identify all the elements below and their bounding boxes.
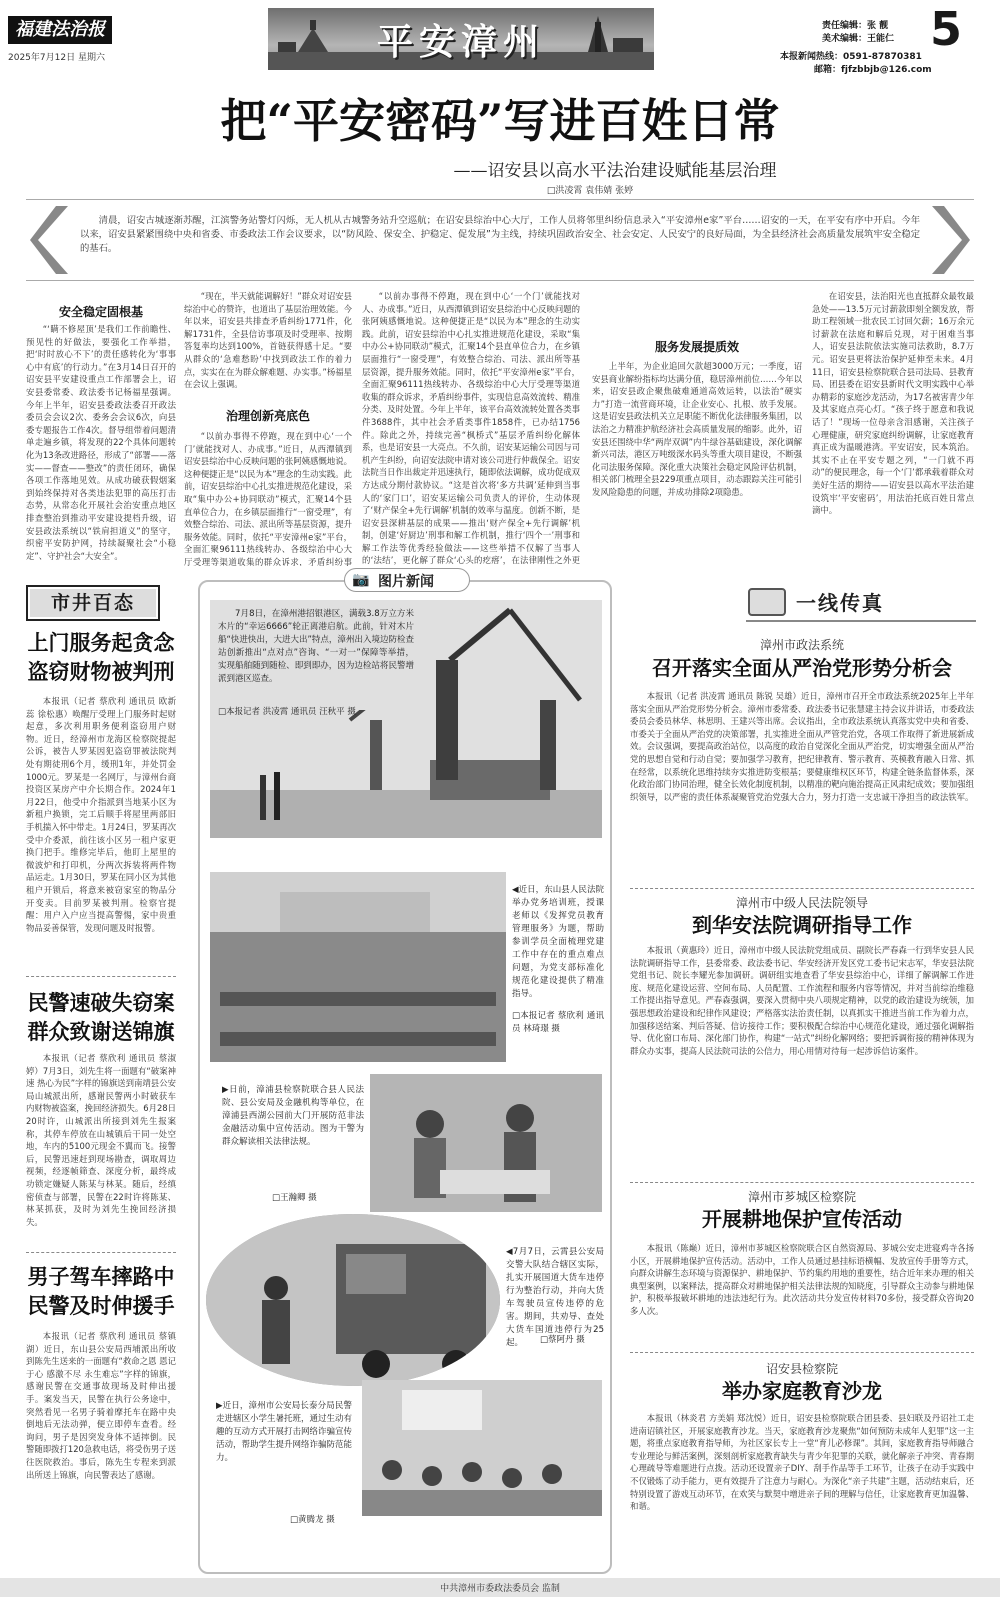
photo5-caption: ▶近日，漳州市公安局长泰分局民警走进辖区小学生暑托班，通过生动有趣的互动方式开展打击网络诈骗宣传活动，帮助学生提升网络诈骗防范能力。 xyxy=(216,1401,353,1463)
truck-illustration xyxy=(206,1214,500,1386)
photo2-byline: □本报记者 蔡欣利 通讯员 林琦璟 摄 xyxy=(512,1011,604,1034)
section-title-3: 服务发展提质效 xyxy=(654,340,739,354)
r-story1-kicker: 漳州市政法系统 xyxy=(759,638,844,652)
section-banner xyxy=(268,8,654,70)
photo-news-title: 图片新闻 xyxy=(378,574,434,590)
lead-col-1: “‘瞒不修屋顶’是我们工作前瞻性、预见性的好做法，要强化工作举措，把‘时时放心不下’的责任感转化为‘事事心中有底’的行动力。”在3月14日召开的诏安县平安建设重点工作部署会上，诏安县委常委、政法委书记杨福星强调。今年上半年，诏安县委政法委召开政法委员会会议2次、委务会会议6次，向县委专题报告工作4次。督导组带着问题清单走遍乡镇，将发现的22个具体问题转化为13条改进路径，形成了“部署——落实——督查——整改”的责任闭环，确保各项工作落地见效。从成功破获假烟案到始终保持对各类违法犯罪的高压打击态势，从常态化开展社会治安重点地区排查整治到推动平安建设提档升级，诏安县政法系统以“铁肩担道义”的坚守，织密平安防护网，持续凝聚社会“小稳定”、守护社会“大安全”。 xyxy=(26,324,176,561)
hotline: 本报新闻热线：0591-87870381 xyxy=(780,52,922,62)
chevron-left-icon xyxy=(28,204,72,276)
hall-illustration xyxy=(210,872,506,1062)
lead-headline: 把“平安密码”写进百姓日常 xyxy=(220,94,780,148)
email: 邮箱：fjfzbbjb@126.com xyxy=(814,65,932,75)
issue-date: 2025年7月12日 星期六 xyxy=(8,53,105,63)
intro-text: 清晨，诏安古城逐渐苏醒，江滨警务站警灯闪烁，无人机从古城警务站升空巡航；在诏安县综治中心大厅，工作人员将邻里纠纷信息录入“平安漳州e家”平台……诏安的一天，在平安有序中开启。今年以来，诏安县紧紧围绕中央和省委、市委政法工作会议要求，以“防风险、保安全、护稳定、促发展”为主线，持续巩固政治安全、社会安定、人民安宁的良好局面，为全县经济社会高质量发展筑牢安全稳定的基石。 xyxy=(80,215,920,254)
story2-headline: 民警速破失窃案 群众致谢送锦旗 xyxy=(27,990,175,1044)
r-story2-text: 本报讯（黄惠玲）近日，漳州市中级人民法院党组成员、副院长严春森一行到华安县人民法院调研指导工作，县委常委、政法委书记、华安经济开发区党工委书记宋志军，华安县法院党组书记、院长李耀光参加调研。调研组实地查看了华安县综治中心，详细了解调解工作进度、规范化建设运营、空间布局、人员配置、工作流程和服务内容等情况，并对当前综治维稳工作提出指导意见。严春森强调，要深入贯彻中央八项规定精神，以党的政治建设为统领，加强思想政治建设和纪律作风建设；严格落实法治责任制，以真抓实干推进当前工作为着力点，加强移送结案、判后答疑、信访接待工作；要积极配合综治中心规范化建设，通过强化调解指导、优化窗口布局、深化部门协作，构建“一站式”纠纷化解网络；要把诉调衔接的精神体现为群众办实事，提高人民法院司法的公信力，用心用情对待每一起涉诉信访案件。 xyxy=(630,945,974,1056)
photo3-caption: ▶日前，漳浦县检察院联合县人民法院、县公安局及金融机构等单位，在漳浦县西湖公园前大门开展防范非法金融活动集中宣传活动。图为干警为群众解读相关法律法规。 xyxy=(222,1085,364,1147)
fax-icon xyxy=(748,588,786,616)
art-editor-line: 美术编辑：王能仁 xyxy=(822,34,895,44)
photo4-caption: ◀7月7日，云霄县公安局交警大队结合辖区实际，扎实开展国道大货车违停行为整治行动，并向大货车驾驶员宣传违停的危害。期间，共劝导、查处大货车国道违停行为25起。 xyxy=(506,1247,604,1348)
story2-text: 本报讯（记者 蔡欣利 通讯员 蔡淑婷）7月3日，刘先生将一面题有“破案神速 热心为民”字样的锦旗送到南靖县公安局山城派出所，感谢民警两小时破获车内财物被盗案，挽回经济损失。6月28日20时许，山城派出所接到刘先生报案称，其停车停放在山城镇后干同一处空地，车内的5100元现金不翼而飞。接警后，民警迅速赶到现场勘查，调取周边视频，经逐帧筛查、深度分析，最终成功锁定嫌疑人陈某与林某。随后，经缜密侦查与部署，民警在22时许将陈某、林某抓获，及时为刘先生挽回经济损失。 xyxy=(26,1053,176,1227)
photo4-byline: □蔡阿丹 摄 xyxy=(540,1335,585,1345)
editor-line: 责任编辑：张 靓 xyxy=(822,21,889,31)
section-title-2: 治理创新亮底色 xyxy=(225,409,310,423)
right-label: 一线传真 xyxy=(796,591,884,615)
divider-left-1 xyxy=(26,976,176,977)
r-story4-text: 本报讯（林炎君 方美娟 郑沈悦）近日，诏安县检察院联合团县委、县妇联及丹诏社工走进南诏镇社区，开展家庭教育沙龙。当天，家庭教育沙龙聚焦“如何预防未成年人犯罪”这一主题，将重点家庭教育指导师，为社区家长专上一堂“育儿必修课”。其间，家庭教育指导师融合专业理论与鲜活案例，深刻剖析家庭教育缺失与青少年犯罪的关联，就化解亲子冲突、青春期心理疏导等难题进行点拨。活动还设置亲子DIY、刮手作品等手工环节，让孩子在动手实践中不仅锻炼了动手能力，更有效提升了注意力与耐心。为深化“亲子共建”主题，活动结束后，还特别设置了游戏互动环节，在欢笑与默契中增进亲子间的理解与信任，让家庭教育更加温馨、和谐。 xyxy=(630,1413,974,1512)
r-story4-headline: 举办家庭教育沙龙 xyxy=(722,1379,882,1403)
camera-icon: 📷 xyxy=(352,572,370,588)
paper-name: 福建法治报 xyxy=(8,16,112,44)
label-box-text: 市井百态 xyxy=(30,589,156,617)
story1-text: 本报讯（记者 蔡欣利 通讯员 欧新蕊 徐松惠）唤醒厅受理上门服务时起财起意，多次利用职务便利盗窃用户财物。近日，经漳州市龙海区检察院提起公诉，被告人罗某因犯盗窃罪被法院判处有期徒刑6个月，缓刑1年，并处罚金1000元。罗某是一名网厅，与漳州台商投资区某房产中介长期合作。2024年1月22日，他受中介指派到当地某小区为新租户换锁，完工后顺手将屋里两部旧手机揣入怀中带走。1月24日，罗某再次受中介委派，前往该小区另一租户家更换门把手。维修完毕后，他盯上屋里的微波炉和打印机，分两次拆装将两件物品运走。1月30日，罗某在同小区为其他租户开锁后，将意来被窃家室的物品分开变卖。目前罗某被判刑。检察官提醒：用户入户应当提高警惕，家中贵重物品妥善保管，发现问题及时报警。 xyxy=(26,696,176,933)
story3-headline: 男子驾车摔路中 民警及时伸援手 xyxy=(27,1264,175,1318)
divider-right-3 xyxy=(630,1352,974,1353)
photo3-byline: □王瀚卿 摄 xyxy=(272,1193,317,1203)
lead-subtitle: ——诏安县以高水平法治建设赋能基层治理 xyxy=(453,161,777,181)
section-title-1: 安全稳定固根基 xyxy=(58,305,143,319)
r-story3-text: 本报讯（陈巅）近日，漳州市芗城区检察院联合区自然资源局、芗城公安走进寝鸡寺各扬小区，开展耕地保护宣传活动。活动中，工作人员通过悬挂标语横幅、发放宣传手册等方式，向群众讲解生态环境与资源保护、耕地保护、节约集约用地的重要性，结合近年来办理的相关典型案例，以案释法，提高群众对耕地保护相关法律法规的知晓度，引导群众主动参与耕地保护，积极举报破坏耕地的违法违纪行为。此次活动共分发宣传材料70多份，接受群众咨询20多人次。 xyxy=(630,1243,974,1316)
r-story3-kicker: 漳州市芗城区检察院 xyxy=(747,1190,856,1204)
story3-text: 本报讯（记者 蔡欣利 通讯员 蔡镇湖）近日，东山县公安局西埔派出所收到陈先生送来的一面题有“救命之恩 恩记于心 感激不尽 永生难忘”字样的锦旗，感谢民警在交通事故现场及时伸出援手。案发当天，民警在执行公务途中，突然看见一名男子骑着摩托车在路中央倒地后无法动弹，便立即停车查看。经询问，男子是因突发身体不适摔倒。民警随即拨打120急救电话，将受伤男子送往医院救治。事后，陈先生专程来到派出所送上锦旗，向民警表达了感谢。 xyxy=(26,1331,176,1480)
photo5-byline: □黄腾龙 摄 xyxy=(290,1515,335,1525)
r-story2-kicker: 漳州市中级人民法院领导 xyxy=(735,896,868,910)
photo1-caption: 7月8日，在漳州港招银港区，满载3.8万立方米木片的“幸运6666”轮正离港启航。此前，针对木片船“快进快出，大进大出”特点，漳州出入境边防检查站创新推出“点对点”咨询、“一对一”保障等举措，实现船舶随到随检、即到即办，因为边检站将民警增派到港区巡查。 xyxy=(218,609,414,684)
lead-byline: □洪凌霄 袁伟婧 张婷 xyxy=(546,186,634,196)
r-story1-text: 本报讯（记者 洪凌霄 通讯员 陈锐 吴雄）近日，漳州市召开全市政法系统2025年上半年落实全面从严治党形势分析会。漳州市委常委、政法委书记张慧建主持会议并讲话，市委政法委员会委员林华、林思明、王建兴等出席。会议指出，全市政法系统认真落实党中央和省委、市委关于全面从严治党的决策部署，扎实推进全面从严管党治党，各项工作取得了新进展新成效。会议强调，要提高政治站位，以高度的政治自觉深化全面从严治党，切实增强全面从严治党的思想自觉和行动自觉；要加强学习教育，把纪律教育、警示教育、英模教育融入日常、抓在经常，以系统化思维持续夯实推进防变根基；要健康维权区环节，构建全链条监督体系，深化政治部门协同治理，健全长效化制度机制，以精准的靶向施治提高正风肃纪成效；要加强组织领导，以严密的责任体系凝聚管党治党强大合力，努力打造一支忠诚干净担当的政法铁军。 xyxy=(630,691,974,802)
right-label-rule xyxy=(746,620,976,622)
divider-right-2 xyxy=(630,1182,974,1183)
r-story4-kicker: 诏安县检察院 xyxy=(765,1362,838,1376)
story1-headline: 上门服务起贪念 盗窃财物被判刑 xyxy=(27,630,175,684)
section-title: 平安漳州 xyxy=(376,21,545,63)
photo1-byline: □本报记者 洪凌霄 通讯员 汪秋平 摄 xyxy=(218,707,356,717)
chevron-right-icon xyxy=(928,204,972,276)
lead-col-4: 上半年，为企业追回欠款超3000万元；一季度，诏安县商业解纷指标均达满分值，稳居漳州前位……今年以来，诏安县政企聚焦破难通道高效运转，以法治“硬实力”打造一流营商环境，让企业安心、扎根、放手发展。这是诏安县政法机关立足职能不断优化法律服务集团，以法治之力精准护航经济社会高质量发展的缩影。此外，诏安县还围绕中华“两岸双调”内牛绿谷基础建设，深化调解新兴司法，港区万吨级深水码头等重大项目建设，不断强化司法服务保障。深化重大决策社会稳定风险评估机制，相关部门梳理全县229项重点项目，动态跟踪关注可能引发风险隐患的问题，并成功排除2项隐患。 xyxy=(592,361,802,497)
divider-left-2 xyxy=(26,1252,176,1253)
classroom-illustration xyxy=(362,1380,602,1516)
lead-col-2a: “现在，半天就能调解好！”群众对诏安县综治中心的赞许，也道出了基层治理效能。今年以来，诏安县共排查矛盾纠纷1771件，化解1731件，全县信访事项及时受理率、按期答复率均达到100%，首链获得感十足。“要从群众的‘急难愁盼’中找到政法工作的着力点，实实在在为群众解难题、办实事。”杨福星在会议上强调。 xyxy=(184,291,352,390)
r-story3-headline: 开展耕地保护宣传活动 xyxy=(702,1207,902,1231)
lead-col-3: “以前办事得不停跑，现在到中心‘一个门’就能找对人、办成事。”近日，从西潭镇到诏安县综治中心反映问题的张阿姨感慨地说。这种便捷正是“以民为本”理念的生动实践。此前，诏安县综治中心扎实推进规范化建设，采取“集中办公+协同联动”模式，汇聚14个县直单位合力，在乡镇层面推行“一窗受理”，有效整合综治、司法、派出所等基层资源，提升服务效能。同时，依托“平安漳州e家”平台，全面汇聚96111热线转办、各级综治中心大厅受理等渠道收集的群众诉求，矛盾纠纷事件，实现信息高效流转、精准分类、及时处置。今年上半年，该平台高效流转处置各类事件3688件，其中社会矛盾类事件1858件，已办结1756件。除此之外，持续完善“枫桥式”基层矛盾纠纷化解体系，也是诏安县一大亮点。不久前，诏安某运输公司因与司机产生纠纷，向诏安法院申请对该公司进行仲裁保全。诏安法院当日作出裁定并迅速执行，随即依法调解，成功促成双方达成分期付款协议。“这是首次将‘多方共调’延伸到当事人的‘家门口’，诏安某运输公司负责人的评价，生动体现了‘财产保全+先行调解’机制的效率与温度。创新不断，是诏安县深耕基层的成果——推出‘财产保全+先行调解’机制，创建‘好厨边’刑事和解工作机制，推行‘四个一’刑事和解工作法等优秀经验做法——这些举措不仅解了当事人的‘法结’，更化解了群众‘心头的疙瘩’，在法律刚性之外更 xyxy=(362,291,580,566)
photo-traffic-truck xyxy=(206,1214,500,1386)
photo-training-hall xyxy=(210,872,506,1062)
page-number: 5 xyxy=(930,2,963,56)
outreach-illustration xyxy=(370,1074,602,1212)
lead-col-2b: “以前办事得不停跑，现在到中心‘一个门’就能找对人、办成事。”近日，从西潭镇到诏安县综治中心反映问题的张阿姨感慨地说。这种便捷正是“以民为本”理念的生动实践。此前，诏安县综治中心扎实推进规范化建设，采取“集中办公+协同联动”模式，汇聚14个县直单位合力，在乡镇层面推行“一窗受理”，有效整合综治、司法、派出所等基层资源，提升服务效能。同时，依托“平安漳州e家”平台，全面汇聚96111热线转办、各级综治中心大厅受理等渠道收集的群众诉求，矛盾纠纷事 xyxy=(184,431,352,566)
r-story1-headline: 召开落实全面从严治党形势分析会 xyxy=(652,656,952,680)
footer-text: 中共漳州市委政法委员会 监制 xyxy=(440,1584,560,1594)
divider-right-1 xyxy=(630,888,974,889)
r-story2-headline: 到华安法院调研指导工作 xyxy=(692,913,912,937)
photo-classroom xyxy=(362,1380,602,1516)
lead-col-5: 在诏安县，法治阳光也直抵群众最牧最急处——13.5万元讨薪款即刻全额发放，帮助工程领域一批农民工讨回欠薪；16万余元讨薪款在法庭和解后兑现，对于困难当事人，诏安县法院依法实施司法救助，8.7万元。诏安县更将法治保护延伸至未来。4月11日，诏安县检察院联合县司法局、县教育局、团县委在诏安县新时代文明实践中心举办精彩的家庭沙龙活动，为17名被害青少年及其家庭点亮心灯。“孩子终于愿意和我说话了！”现场一位母亲含泪感谢，关注孩子心理健康，研究家庭纠纷调解，让家庭教育真正成为温暖港湾。平安诏安，民本筑治。其实不止在平安专题之列，“一门就不再动”的便民理念，每一个‘门’都承载着群众对美好生活的期待——诏安县以高水平法治建设筑牢‘平安密码’，用法治托底百姓日常点滴中。 xyxy=(812,291,974,516)
photo2-caption: ◀近日，东山县人民法院举办党务培训班，授课老师以《发挥党员教育管理服务》为题，帮助参训学员全面梳理党建工作中存在的重点难点问题，为党支部标准化规范化建设提供了精准指导。 xyxy=(512,885,604,999)
photo-outreach xyxy=(370,1074,602,1212)
